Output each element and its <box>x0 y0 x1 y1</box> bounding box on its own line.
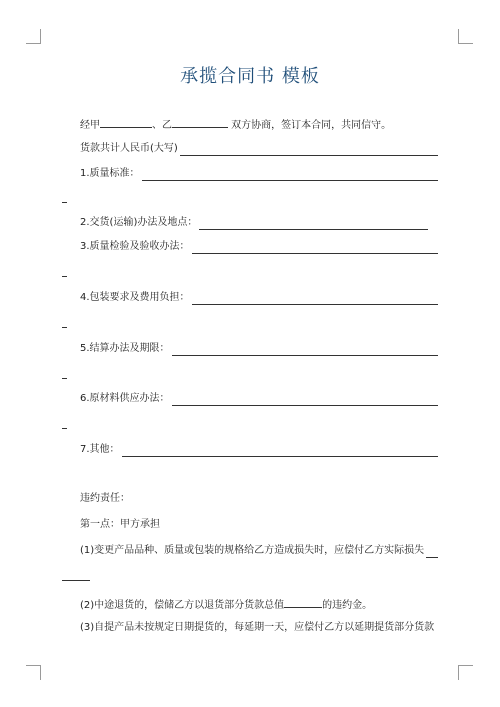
line-mark <box>62 428 67 429</box>
item-blank[interactable] <box>192 242 438 254</box>
item-label: 5.结算办法及期限： <box>80 343 170 354</box>
item-blank[interactable] <box>142 169 438 181</box>
amount-blank[interactable] <box>180 144 438 156</box>
item-label: 2.交货(运输)办法及地点： <box>80 217 198 228</box>
crop-mark-bottom-right <box>458 665 473 680</box>
crop-mark-top-left <box>26 29 41 44</box>
item-label: 1.质量标准： <box>80 168 140 179</box>
crop-mark-bottom-left <box>26 665 41 680</box>
item-delivery <box>80 216 438 230</box>
item-label: 7.其他： <box>80 444 120 455</box>
document-title: 承揽合同书 模板 <box>180 66 320 87</box>
line-mark <box>62 276 67 277</box>
crop-mark-top-right <box>458 29 473 44</box>
item-blank[interactable] <box>172 344 438 356</box>
amount-line <box>80 142 438 156</box>
item-blank[interactable] <box>192 293 438 305</box>
clause-1-blank[interactable] <box>426 546 438 558</box>
line-mark <box>62 327 67 328</box>
item-label: 4.包装要求及费用负担： <box>80 292 190 303</box>
item-inspection <box>80 240 438 254</box>
item-packaging <box>80 291 438 305</box>
parties-line <box>80 116 391 133</box>
clause-1-continuation-blank[interactable] <box>62 580 90 581</box>
line-mark <box>62 202 67 203</box>
party-b-blank[interactable] <box>172 116 228 128</box>
clause-2-text-post: 的违约金。 <box>322 600 373 611</box>
clause-2 <box>80 596 372 613</box>
item-blank[interactable] <box>199 218 428 230</box>
party-b-label: 、乙 <box>152 120 172 131</box>
item-materials <box>80 392 438 406</box>
item-label: 3.质量检验及验收办法： <box>80 241 190 252</box>
item-other <box>80 443 438 457</box>
clause-3: (3)自提产品未按规定日期提货的，每延期一天，应偿付乙方以延期提货部分货款 <box>80 622 435 633</box>
clause-1 <box>80 544 438 558</box>
breach-title: 违约责任： <box>80 493 130 504</box>
item-quality-standard <box>80 167 438 181</box>
clause-2-text-pre: (2)中途退货的，偿储乙方以退货部分货款总值 <box>80 600 285 611</box>
party-a-blank[interactable] <box>100 116 152 128</box>
clause-2-blank[interactable] <box>284 596 322 608</box>
clause-1-text: (1)变更产品品种、质量或包装的规格给乙方造成损失时，应偿付乙方实际损失 <box>80 545 425 556</box>
item-label: 6.原材料供应办法： <box>80 393 170 404</box>
amount-label: 货款共计人民币(大写) <box>80 143 178 154</box>
party-a-label: 经甲 <box>80 120 100 131</box>
item-blank[interactable] <box>122 445 438 457</box>
first-point: 第一点：甲方承担 <box>80 519 160 530</box>
item-settlement <box>80 342 438 356</box>
parties-tail: 双方协商，签订本合同，共同信守。 <box>228 120 392 131</box>
line-mark <box>62 378 67 379</box>
item-blank[interactable] <box>172 394 438 406</box>
